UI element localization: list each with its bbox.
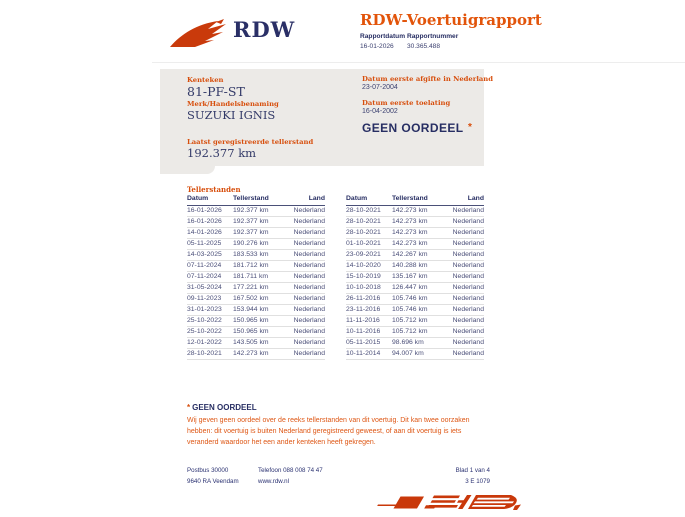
table-row: 10-10-2018 126.447 km Nederland [346, 283, 484, 294]
table-row: 07-11-2024 181.711 km Nederland [187, 272, 325, 283]
kenteken-label: Kenteken [187, 76, 224, 84]
table-row: 28-10-2021 142.273 km Nederland [346, 206, 484, 217]
speed-stripes-graphic [372, 492, 524, 512]
table-row: 05-11-2025 190.276 km Nederland [187, 239, 325, 250]
verdict-asterisk: * [468, 122, 472, 133]
report-number-label: Rapportnummer [407, 33, 459, 40]
note-title: GEEN OORDEEL [192, 403, 257, 412]
table-row: 23-09-2021 142.267 km Nederland [346, 250, 484, 261]
report-date-value: 16-01-2026 [360, 43, 394, 50]
note-heading [187, 403, 257, 412]
footer-form-code: 3 E 1079 [465, 478, 490, 485]
table-row: 10-11-2014 94.007 km Nederland [346, 349, 484, 360]
odometer-section-title: Tellerstanden [187, 185, 241, 194]
table-row: 28-10-2021 142.273 km Nederland [346, 217, 484, 228]
odometer-label: Laatst geregistreerde tellerstand [187, 138, 314, 146]
table-row: 10-11-2016 105.712 km Nederland [346, 327, 484, 338]
table-row: 28-10-2021 142.273 km Nederland [346, 228, 484, 239]
column-header-tellerstand: Tellerstand [233, 194, 289, 206]
odometer-table-left [187, 194, 325, 360]
footer-page-number: Blad 1 van 4 [455, 467, 490, 474]
brand-value: SUZUKI IGNIS [187, 108, 276, 122]
kenteken-value: 81-PF-ST [187, 84, 245, 99]
column-header-land: Land [289, 194, 325, 206]
column-header-datum: Datum [346, 194, 392, 206]
rdw-logo-text: RDW [233, 17, 296, 42]
table-row: 31-05-2024 177.221 km Nederland [187, 283, 325, 294]
table-row: 25-10-2022 150.965 km Nederland [187, 316, 325, 327]
table-row: 25-10-2022 150.965 km Nederland [187, 327, 325, 338]
table-row: 14-10-2020 140.288 km Nederland [346, 261, 484, 272]
first-admission-value: 16-04-2002 [362, 108, 398, 115]
table-row: 11-11-2016 105.712 km Nederland [346, 316, 484, 327]
footer-address-line1: Postbus 30000 [187, 467, 229, 474]
verdict-text: GEEN OORDEEL [362, 121, 464, 135]
odometer-value: 192.377 km [187, 146, 257, 160]
header-divider [152, 62, 685, 63]
column-header-land: Land [448, 194, 484, 206]
first-admission-label: Datum eerste toelating [362, 99, 451, 107]
report-number-value: 30.365.488 [407, 43, 441, 50]
footer-phone: Telefoon 088 008 74 47 [258, 467, 323, 474]
table-row: 28-10-2021 142.273 km Nederland [187, 349, 325, 360]
first-issue-value: 23-07-2004 [362, 84, 398, 91]
column-header-tellerstand: Tellerstand [392, 194, 448, 206]
footer-website: www.rdw.nl [258, 478, 289, 485]
table-row: 26-11-2016 105.746 km Nederland [346, 294, 484, 305]
table-row: 16-01-2026 192.377 km Nederland [187, 217, 325, 228]
table-row: 14-03-2025 183.533 km Nederland [187, 250, 325, 261]
table-row: 12-01-2022 143.505 km Nederland [187, 338, 325, 349]
brand-label: Merk/Handelsbenaming [187, 100, 279, 108]
table-row: 07-11-2024 181.712 km Nederland [187, 261, 325, 272]
column-header-datum: Datum [187, 194, 233, 206]
table-row: 01-10-2021 142.273 km Nederland [346, 239, 484, 250]
note-body: Wij geven geen oordeel over de reeks tellerstanden van dit voertuig. Dit kan twee oorzaken hebben: dit voertuig is buiten Nederland geregistreerd geweest, of aan dit voertuig is iets veranderd waardoor het een ander kenteken heeft gekregen. [187, 417, 470, 447]
table-row: 09-11-2023 167.502 km Nederland [187, 294, 325, 305]
table-row: 14-01-2026 192.377 km Nederland [187, 228, 325, 239]
footer-address-line2: 9640 RA Veendam [187, 478, 239, 485]
table-row: 23-11-2016 105.746 km Nederland [346, 305, 484, 316]
table-row: 31-01-2023 153.944 km Nederland [187, 305, 325, 316]
table-row: 16-01-2026 192.377 km Nederland [187, 206, 325, 217]
table-row: 15-10-2019 135.167 km Nederland [346, 272, 484, 283]
info-box-tail [160, 166, 215, 174]
odometer-table-right [346, 194, 484, 360]
report-date-label: Rapportdatum [360, 33, 406, 40]
first-issue-label: Datum eerste afgifte in Nederland [362, 75, 494, 83]
note-asterisk: * [187, 403, 191, 412]
report-title: RDW-Voertuigrapport [360, 11, 542, 29]
odometer-tables [187, 194, 485, 360]
rdw-wing-icon [168, 14, 230, 50]
table-row: 05-11-2015 98.696 km Nederland [346, 338, 484, 349]
